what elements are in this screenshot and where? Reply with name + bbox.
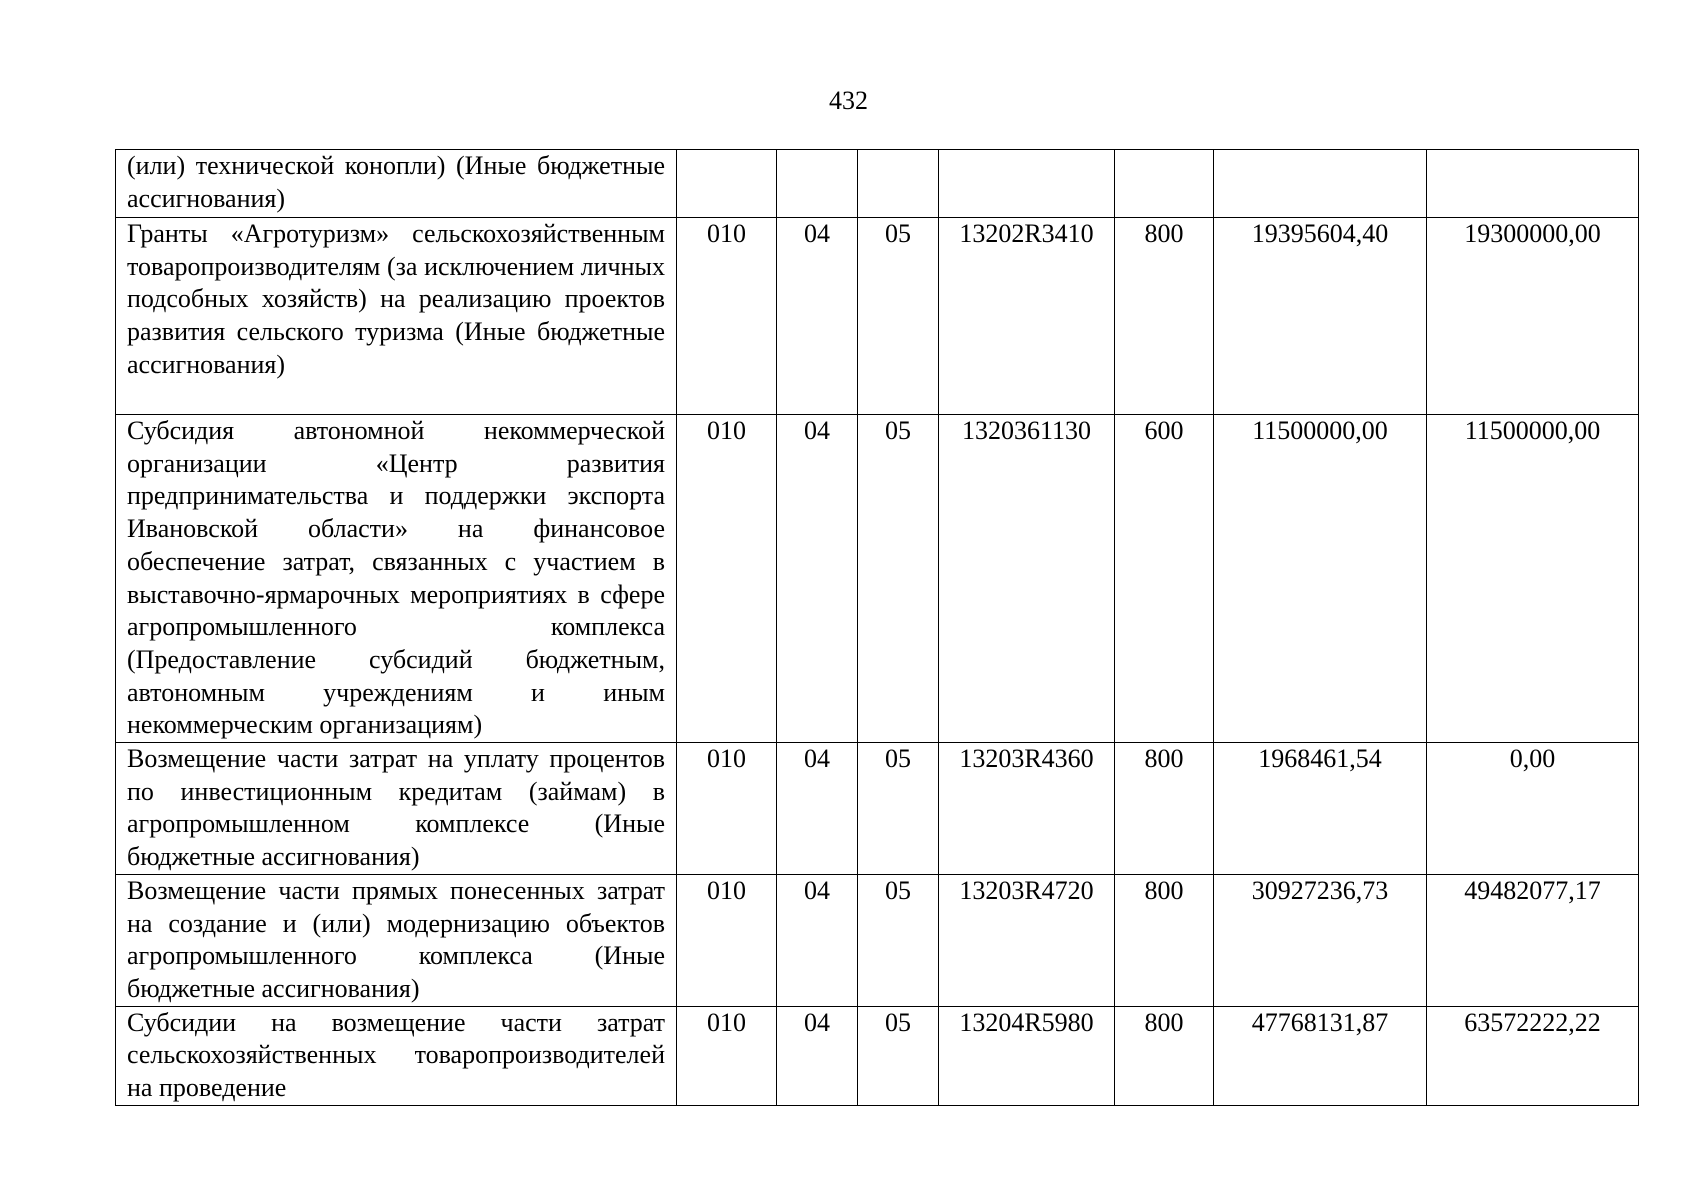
glava-code: 010 [677, 874, 777, 1006]
table-row [116, 874, 1639, 1006]
table-row [116, 415, 1639, 743]
amount-year2: 11500000,00 [1427, 415, 1639, 743]
row-description: Гранты «Агротуризм» сельскохозяйственным товаропроизводителям (за исключением личных подсобных хозяйств) на реализацию проектов развития сельского туризма (Иные бюджетные ассигнования) [116, 218, 677, 415]
glava-code: 010 [677, 415, 777, 743]
expense-type-code: 800 [1115, 874, 1214, 1006]
row-description: Возмещение части затрат на уплату процентов по инвестиционным кредитам (займам) в агропромышленном комплексе (Иные бюджетные ассигнования) [116, 743, 677, 875]
amount-year1: 1968461,54 [1214, 743, 1427, 875]
table-row [116, 743, 1639, 875]
razdel-code: 04 [777, 415, 858, 743]
razdel-code: 04 [777, 874, 858, 1006]
glava-code [677, 150, 777, 218]
page-number: 432 [829, 86, 868, 115]
expense-type-code: 800 [1115, 743, 1214, 875]
row-description: Субсидии на возмещение части затрат сельскохозяйственных товаропроизводителей на проведение [116, 1006, 677, 1105]
table-row [116, 150, 1639, 218]
target-article-code: 13204R5980 [939, 1006, 1115, 1105]
target-article-code: 13203R4720 [939, 874, 1115, 1006]
target-article-code: 13203R4360 [939, 743, 1115, 875]
amount-year2: 49482077,17 [1427, 874, 1639, 1006]
razdel-code: 04 [777, 743, 858, 875]
amount-year2 [1427, 150, 1639, 218]
table-row [116, 218, 1639, 415]
amount-year2: 63572222,22 [1427, 1006, 1639, 1105]
expense-type-code: 800 [1115, 1006, 1214, 1105]
row-description: Субсидия автономной некоммерческой организации «Центр развития предпринимательства и поддержки экспорта Ивановской области» на финансовое обеспечение затрат, связанных с участием в выставочно-ярмарочных мероприятиях в сфере агропромышленного комплекса (Предоставление субсидий бюджетным, автономным учреждениям и иным некоммерческим организациям) [116, 415, 677, 743]
podrazdel-code: 05 [858, 415, 939, 743]
razdel-code: 04 [777, 1006, 858, 1105]
expense-type-code [1115, 150, 1214, 218]
amount-year1: 11500000,00 [1214, 415, 1427, 743]
amount-year2: 19300000,00 [1427, 218, 1639, 415]
expense-type-code: 600 [1115, 415, 1214, 743]
amount-year2: 0,00 [1427, 743, 1639, 875]
row-description: (или) технической конопли) (Иные бюджетные ассигнования) [116, 150, 677, 218]
glava-code: 010 [677, 743, 777, 875]
glava-code: 010 [677, 1006, 777, 1105]
podrazdel-code: 05 [858, 1006, 939, 1105]
row-description: Возмещение части прямых понесенных затрат на создание и (или) модернизацию объектов агропромышленного комплекса (Иные бюджетные ассигнования) [116, 874, 677, 1006]
amount-year1: 30927236,73 [1214, 874, 1427, 1006]
podrazdel-code [858, 150, 939, 218]
target-article-code: 1320361130 [939, 415, 1115, 743]
razdel-code [777, 150, 858, 218]
podrazdel-code: 05 [858, 743, 939, 875]
glava-code: 010 [677, 218, 777, 415]
podrazdel-code: 05 [858, 874, 939, 1006]
table-row [116, 1006, 1639, 1105]
amount-year1 [1214, 150, 1427, 218]
amount-year1: 47768131,87 [1214, 1006, 1427, 1105]
razdel-code: 04 [777, 218, 858, 415]
budget-table [115, 149, 1639, 1106]
expense-type-code: 800 [1115, 218, 1214, 415]
target-article-code: 13202R3410 [939, 218, 1115, 415]
podrazdel-code: 05 [858, 218, 939, 415]
amount-year1: 19395604,40 [1214, 218, 1427, 415]
target-article-code [939, 150, 1115, 218]
